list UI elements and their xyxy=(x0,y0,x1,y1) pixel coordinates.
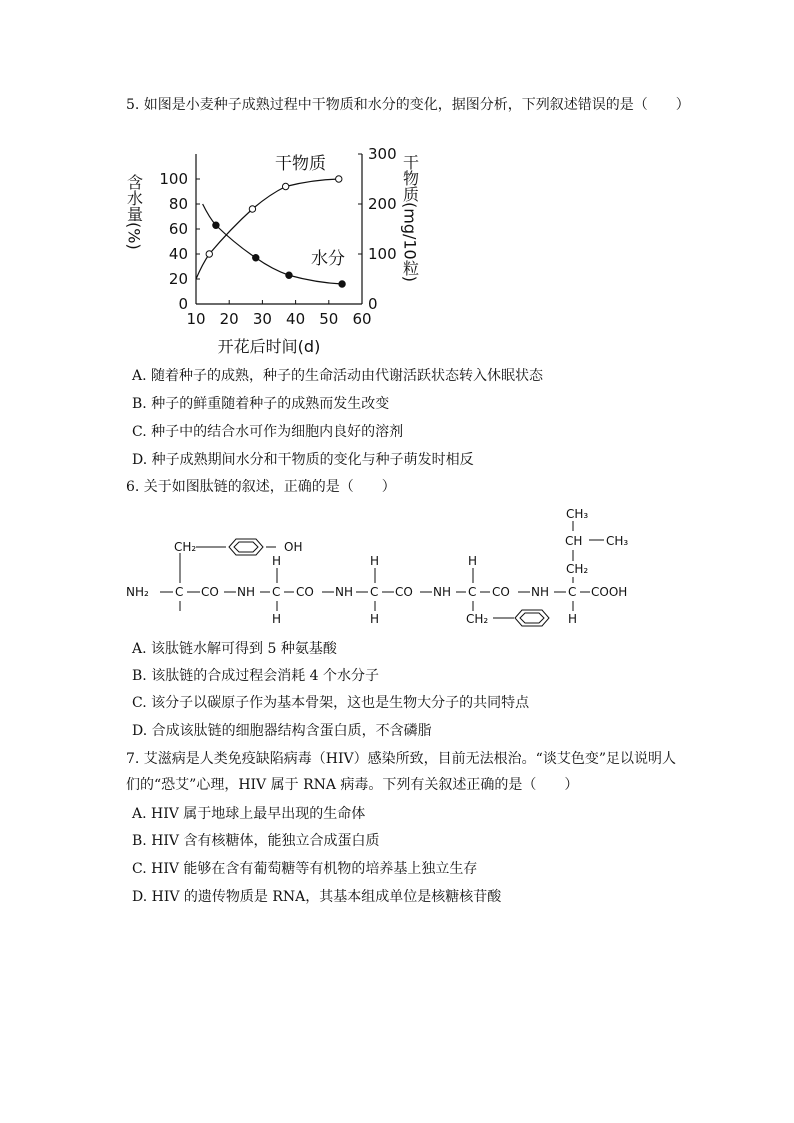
q7-option-d: D. HIV 的遗传物质是 RNA，其基本组成单位是核糖核苷酸 xyxy=(132,889,502,905)
ch2-label: CH₂ xyxy=(174,540,197,554)
q6-stem: 6. 关于如图肽链的叙述，正确的是（ ） xyxy=(126,479,396,495)
q7-stem-line2: 们的“恐艾”心理，HIV 属于 RNA 病毒。下列有关叙述正确的是（ ） xyxy=(126,777,579,793)
y-right-tick-label: 200 xyxy=(368,195,397,213)
q6-option-c: C. 该分子以碳原子作为基本骨架，这也是生物大分子的共同特点 xyxy=(132,695,530,711)
c-label: C xyxy=(468,585,477,599)
x-tick-label: 60 xyxy=(352,310,372,328)
q5-stem: 5. 如图是小麦种子成熟过程中干物质和水分的变化，据图分析，下列叙述错误的是（ ） xyxy=(126,97,690,113)
q5-option-b: B. 种子的鲜重随着种子的成熟而发生改变 xyxy=(132,396,390,412)
data-point xyxy=(249,206,255,212)
nh2-label: NH₂ xyxy=(126,585,149,599)
data-point xyxy=(336,176,342,182)
h-label: H xyxy=(272,612,282,626)
h-label: H xyxy=(468,554,478,568)
co-label: CO xyxy=(492,585,510,599)
co-label: CO xyxy=(201,585,219,599)
q5-chart xyxy=(120,140,440,360)
nh-label: NH xyxy=(433,585,451,599)
x-tick-label: 40 xyxy=(286,310,306,328)
series-label-water: 水分 xyxy=(311,249,345,269)
y-right-tick-label: 0 xyxy=(368,295,378,313)
c-label: C xyxy=(175,585,184,599)
y-left-tick-label: 40 xyxy=(168,245,188,263)
ch3-label: CH₃ xyxy=(566,507,589,521)
nh-label: NH xyxy=(335,585,353,599)
h-label: H xyxy=(370,554,380,568)
c-label: C xyxy=(568,585,577,599)
h-label: H xyxy=(370,612,380,626)
y-left-tick-label: 100 xyxy=(159,170,188,188)
y-right-axis-label: 干物质(mg/10粒) xyxy=(400,154,420,282)
peptide-structure xyxy=(126,505,666,630)
y-left-tick-label: 60 xyxy=(168,220,188,238)
y-right-tick-label: 300 xyxy=(368,145,397,163)
c-label: C xyxy=(272,585,281,599)
co-label: CO xyxy=(395,585,413,599)
data-point xyxy=(213,222,219,228)
q7-option-a: A. HIV 属于地球上最早出现的生命体 xyxy=(132,806,366,822)
q7-option-b: B. HIV 含有核糖体，能独立合成蛋白质 xyxy=(132,833,380,849)
q6-option-d: D. 合成该肽链的细胞器结构含蛋白质，不含磷脂 xyxy=(132,723,432,739)
series-label-dry-matter: 干物质 xyxy=(275,154,326,174)
ch3-label: CH₃ xyxy=(606,534,629,548)
x-tick-label: 10 xyxy=(186,310,206,328)
data-point xyxy=(282,183,288,189)
cooh-label: COOH xyxy=(591,585,628,599)
y-left-tick-label: 0 xyxy=(178,295,188,313)
nh-label: NH xyxy=(237,585,255,599)
q6-option-b: B. 该肽链的合成过程会消耗 4 个水分子 xyxy=(132,668,379,684)
q5-option-a: A. 随着种子的成熟，种子的生命活动由代谢活跃状态转入休眠状态 xyxy=(132,368,544,384)
oh-label: OH xyxy=(284,540,303,554)
c-label: C xyxy=(370,585,379,599)
ch2-label: CH₂ xyxy=(466,612,489,626)
co-label: CO xyxy=(296,585,314,599)
y-left-tick-label: 20 xyxy=(168,270,188,288)
q7-stem-line1: 7. 艾滋病是人类免疫缺陷病毒（HIV）感染所致，目前无法根治。“谈艾色变”足以说明人 xyxy=(126,751,676,767)
x-tick-label: 20 xyxy=(219,310,239,328)
nh-label: NH xyxy=(531,585,549,599)
x-tick-label: 30 xyxy=(252,310,272,328)
q6-option-a: A. 该肽链水解可得到 5 种氨基酸 xyxy=(132,641,337,657)
x-tick-label: 50 xyxy=(319,310,339,328)
series-line-water xyxy=(203,204,342,284)
ch-label: CH xyxy=(565,534,583,548)
ch2-label: CH₂ xyxy=(566,562,589,576)
h-label: H xyxy=(568,612,578,626)
h-label: H xyxy=(272,554,282,568)
y-left-axis-label: 含水量(%) xyxy=(124,174,144,250)
q5-option-d: D. 种子成熟期间水分和干物质的变化与种子萌发时相反 xyxy=(132,452,474,468)
y-right-tick-label: 100 xyxy=(368,245,397,263)
data-point xyxy=(286,272,292,278)
y-left-tick-label: 80 xyxy=(168,195,188,213)
data-point xyxy=(339,281,345,287)
q7-option-c: C. HIV 能够在含有葡萄糖等有机物的培养基上独立生存 xyxy=(132,861,478,877)
q5-option-c: C. 种子中的结合水可作为细胞内良好的溶剂 xyxy=(132,424,404,440)
data-point xyxy=(253,255,259,261)
data-point xyxy=(206,251,212,257)
x-axis-label: 开花后时间(d) xyxy=(217,337,321,356)
